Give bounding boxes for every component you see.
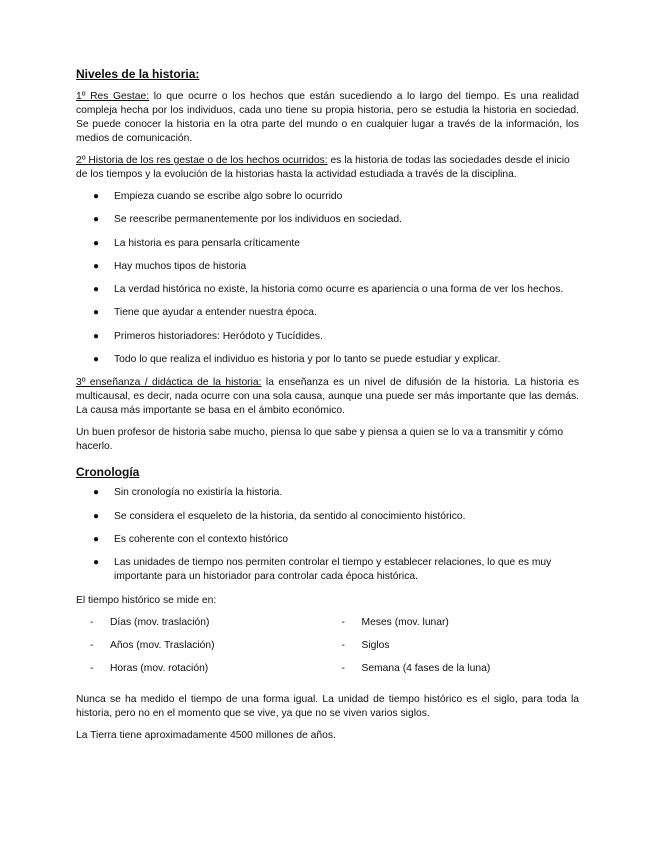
list-item: - Semana (4 fases de la luna) <box>341 663 491 675</box>
bullet-icon: ● <box>93 237 100 249</box>
bullet-icon: ● <box>93 260 100 272</box>
bullet-icon: ● <box>93 307 100 319</box>
list-item: ● La verdad histórica no existe, la historia como ocurre es apariencia o una forma de ver los hechos. <box>93 284 564 296</box>
bullet-icon: ● <box>93 330 100 342</box>
list-item: - Años (mov. Traslación) <box>90 639 215 651</box>
paragraph-nunca: Nunca se ha medido el tiempo de una forma igual. La unidad de tiempo histórico es el siglo, para toda la historia, pero no en el momento que se vive, ya que no se viven varios siglos. <box>76 694 579 720</box>
list-item: - Días (mov. traslación) <box>90 616 210 628</box>
list-item: ● Se considera el esqueleto de la historia, da sentido al conocimiento histórico. <box>93 510 466 522</box>
bullet-icon: ● <box>93 354 100 366</box>
bullet-icon: ● <box>93 557 100 569</box>
time-units-list <box>76 616 579 686</box>
document-body <box>76 66 579 751</box>
section-title-cronologia: Cronología <box>76 465 140 480</box>
paragraph-ensenanza <box>76 376 579 418</box>
dash-icon: - <box>90 639 94 651</box>
list-item: ● Tiene que ayudar a entender nuestra época. <box>93 307 317 319</box>
paragraph-profesor: Un buen profesor de historia sabe mucho, piensa lo que sabe y piensa a quien se lo va a transmitir y cómo hacerlo. <box>76 427 564 453</box>
paragraph-units-intro: El tiempo histórico se mide en: <box>76 594 217 606</box>
list-item: ● Empieza cuando se escribe algo sobre lo ocurrido <box>93 191 343 202</box>
time-units-right-column <box>328 616 580 686</box>
dash-icon: - <box>341 616 345 628</box>
list-item: ● Primeros historiadores: Heródoto y Tucídides. <box>93 330 323 342</box>
section-title-niveles: Niveles de la historia: <box>76 67 200 81</box>
ensenanza-text: la enseñanza es un nivel de difusión de la historia. La historia es multicausal, es decir, nada ocurre con una sola causa, aunque una puede ser más importante que las demás. La causa más importante se basa en el ámbito económico. <box>76 377 579 417</box>
paragraph-historia-res-gestae <box>76 154 579 182</box>
bullet-icon: ● <box>93 191 100 202</box>
cronologia-bullet-list <box>76 486 579 584</box>
dash-icon: - <box>90 616 94 628</box>
dash-icon: - <box>341 639 345 651</box>
time-units-left-column <box>76 616 328 686</box>
list-item: ● Las unidades de tiempo nos permiten controlar el tiempo y establecer relaciones, lo que es muy importante para un historiador para controlar cada época histórica. <box>93 557 552 583</box>
paragraph-tierra: La Tierra tiene aproximadamente 4500 millones de años. <box>76 730 336 742</box>
list-item: ● Sin cronología no existiría la historia. <box>93 487 283 499</box>
list-item: - Meses (mov. lunar) <box>341 616 449 628</box>
res-gestae-label: 1º Res Gestae: <box>76 91 150 102</box>
ensenanza-label: 3º enseñanza / didáctica de la historia: <box>76 377 262 389</box>
list-item: ● Todo lo que realiza el individuo es historia y por lo tanto se puede estudiar y explicar. <box>93 354 501 366</box>
bullet-icon: ● <box>93 284 100 296</box>
bullet-icon: ● <box>93 533 100 545</box>
paragraph-res-gestae <box>76 90 579 146</box>
list-item: ● La historia es para pensarla críticamente <box>93 237 301 249</box>
bullet-icon: ● <box>93 510 100 522</box>
res-gestae-text: lo que ocurre o los hechos que están sucediendo a lo largo del tiempo. Es una realidad compleja hecha por los individuos, cada uno tiene su propia historia, pero se estudia la historia en sociedad. Se puede conocer la historia en la otra parte del mundo o en cualquier lugar a través de la información, los medios de comunicación. <box>76 91 579 144</box>
dash-icon: - <box>341 663 345 675</box>
list-item: - Horas (mov. rotación) <box>90 663 209 675</box>
bullet-icon: ● <box>93 487 100 499</box>
historia-res-gestae-label: 2º Historia de los res gestae o de los hechos ocurridos: <box>76 155 328 166</box>
list-item: ● Es coherente con el contexto histórico <box>93 533 289 545</box>
historia-bullet-list <box>76 190 579 367</box>
dash-icon: - <box>90 663 94 675</box>
list-item: ● Hay muchos tipos de historia <box>93 260 247 272</box>
historia-res-gestae-text: es la historia de todas las sociedades desde el inicio de los tiempos y la evolución de la historias hasta la actividad estudiada a través de la disciplina. <box>76 155 570 180</box>
bullet-icon: ● <box>93 214 100 226</box>
list-item: - Siglos <box>341 639 390 651</box>
list-item: ● Se reescribe permanentemente por los individuos en sociedad. <box>93 214 402 226</box>
